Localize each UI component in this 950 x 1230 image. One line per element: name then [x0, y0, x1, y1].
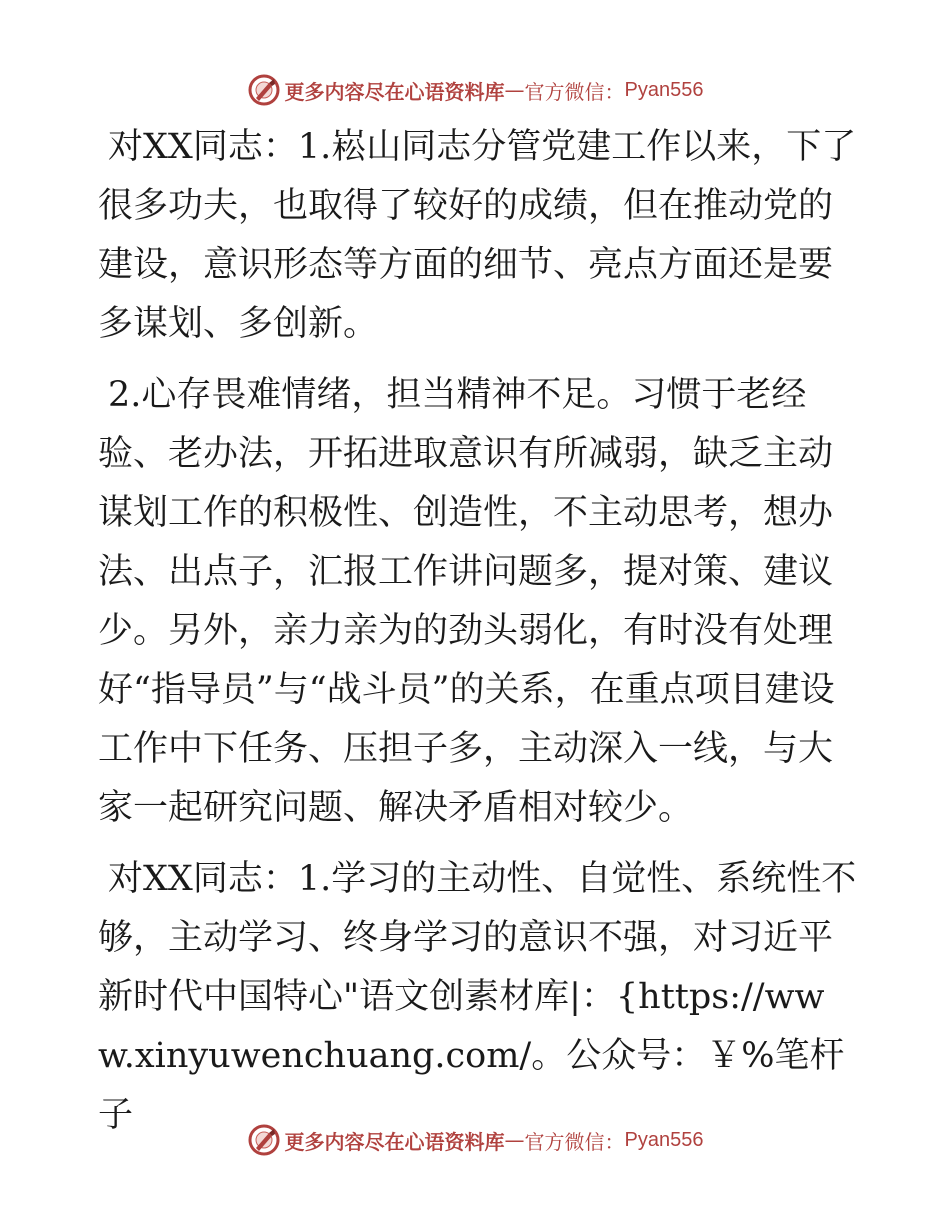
pen-nib-circle-icon [247, 1123, 281, 1157]
banner-wechat-label: 官方微信： [524, 1129, 625, 1154]
document-body [98, 118, 858, 1157]
banner-dash: — [504, 1128, 525, 1152]
banner-wechat-label: 官方微信： [524, 79, 625, 104]
banner-dash: — [504, 78, 525, 102]
pen-nib-circle-icon [247, 73, 281, 107]
banner-site-text: 更多内容尽在心语资料库 [284, 79, 505, 104]
header-banner [0, 70, 950, 110]
banner-wechat-id: Pyan556 [624, 78, 704, 101]
banner-wechat-id: Pyan556 [624, 1128, 704, 1151]
footer-banner [0, 1120, 950, 1160]
body-paragraph-2: 2.心存畏难情绪，担当精神不足。习惯于老经验、老办法，开拓进取意识有所减弱，缺乏主动谋划工作的积极性、创造性，不主动思考，想办法、出点子，汇报工作讲问题多，提对策、建议少。另外，亲力亲为的劲头弱化，有时没有处理好“指导员”与“战斗员”的关系，在重点项目建设工作中下任务、压担子多，主动深入一线，与大家一起研究问题、解决矛盾相对较少。 [98, 375, 835, 828]
body-paragraph-3: 对XX同志：1.学习的主动性、自觉性、系统性不够，主动学习、终身学习的意识不强，对习近平新时代中国特心"语文创素材库|：{https://www.xinyuwenchuang.com/。公众号：￥%笔杆子 [98, 859, 857, 1135]
banner-site-text: 更多内容尽在心语资料库 [284, 1129, 505, 1154]
body-paragraph-1: 对XX同志：1.崧山同志分管党建工作以来，下了很多功夫，也取得了较好的成绩，但在推动党的建设，意识形态等方面的细节、亮点方面还是要多谋划、多创新。 [98, 127, 857, 344]
